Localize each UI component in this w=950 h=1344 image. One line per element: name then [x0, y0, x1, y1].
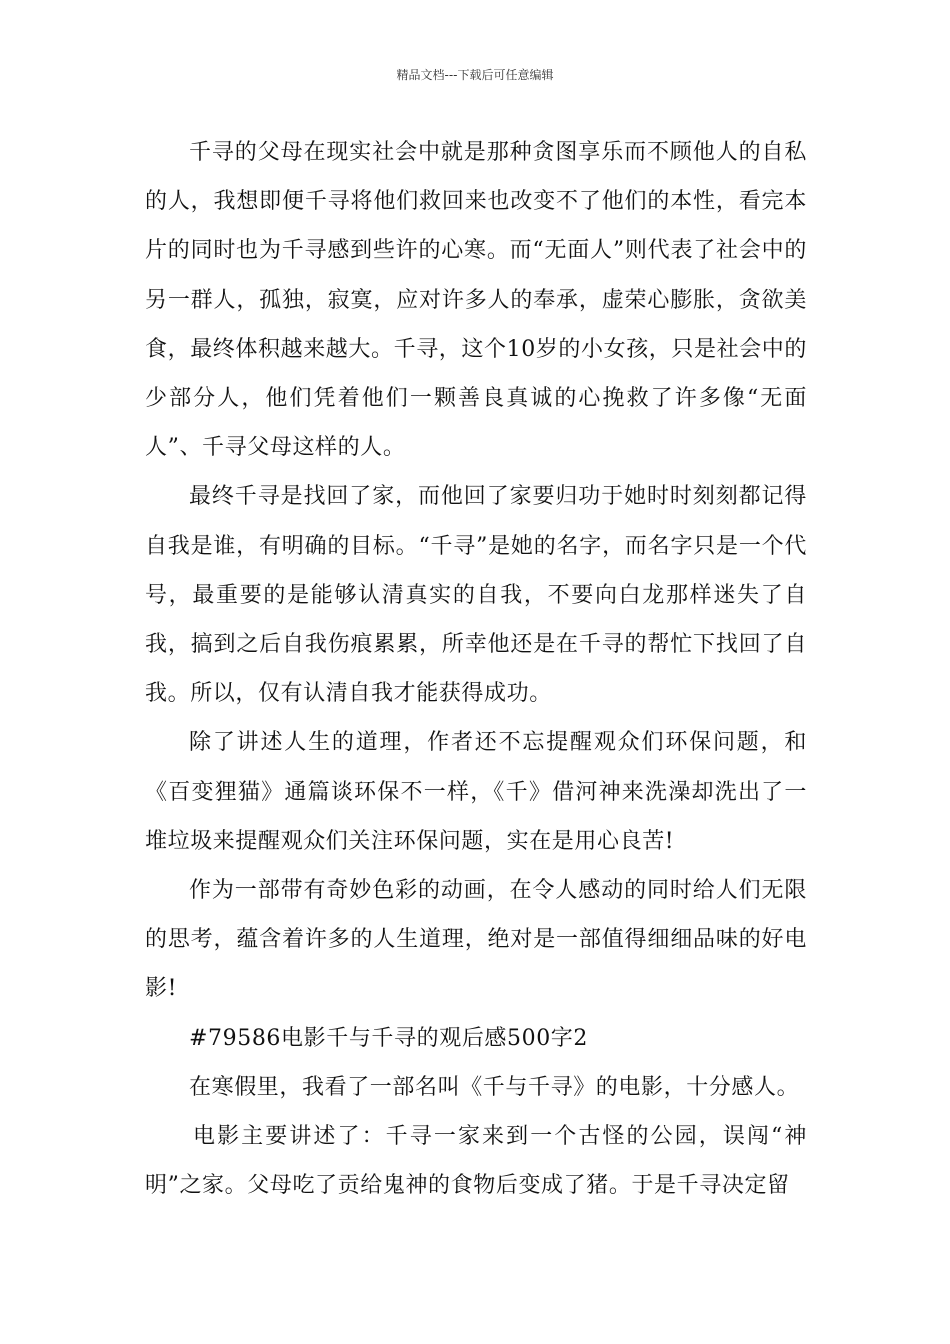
paragraph: 除了讲述人生的道理，作者还不忘提醒观众们环保问题，和《百变狸猫》通篇谈环保不一样，《千》借河神来洗澡却洗出了一堆垃圾来提醒观众们关注环保问题，实在是用心良苦! — [145, 730, 807, 854]
document-body — [145, 128, 807, 1210]
page-header: 精品文档---下载后可任意编辑 — [396, 68, 554, 82]
section-title: #79586电影千与千寻的观后感500字2 — [189, 1025, 589, 1051]
paragraph: 最终千寻是找回了家，而他回了家要归功于她时时刻刻都记得自我是谁，有明确的目标。“千寻”是她的名字，而名字只是一个代号，最重要的是能够认清真实的自我，不要向白龙那样迷失了自我，搞到之后自我伤痕累累，所幸他还是在千寻的帮忙下找回了自我。所以，仅有认清自我才能获得成功。 — [145, 484, 807, 707]
paragraph: 千寻的父母在现实社会中就是那种贪图享乐而不顾他人的自私的人，我想即便千寻将他们救回来也改变不了他们的本性，看完本片的同时也为千寻感到些许的心寒。而“无面人”则代表了社会中的另一群人，孤独，寂寞，应对许多人的奉承，虚荣心膨胀，贪欲美食，最终体积越来越大。千寻，这个10岁的小女孩，只是社会中的少部分人，他们凭着他们一颗善良真诚的心挽救了许多像“无面人”、千寻父母这样的人。 — [145, 140, 807, 461]
paragraph: 电影主要讲述了：千寻一家来到一个古怪的公园，误闯“神明”之家。父母吃了贡给鬼神的食物后变成了猪。于是千寻决定留 — [145, 1124, 807, 1199]
paragraph: 作为一部带有奇妙色彩的动画，在令人感动的同时给人们无限的思考，蕴含着许多的人生道理，绝对是一部值得细细品味的好电影! — [145, 878, 807, 1002]
paragraph: 在寒假里，我看了一部名叫《千与千寻》的电影，十分感人。 — [189, 1074, 800, 1100]
